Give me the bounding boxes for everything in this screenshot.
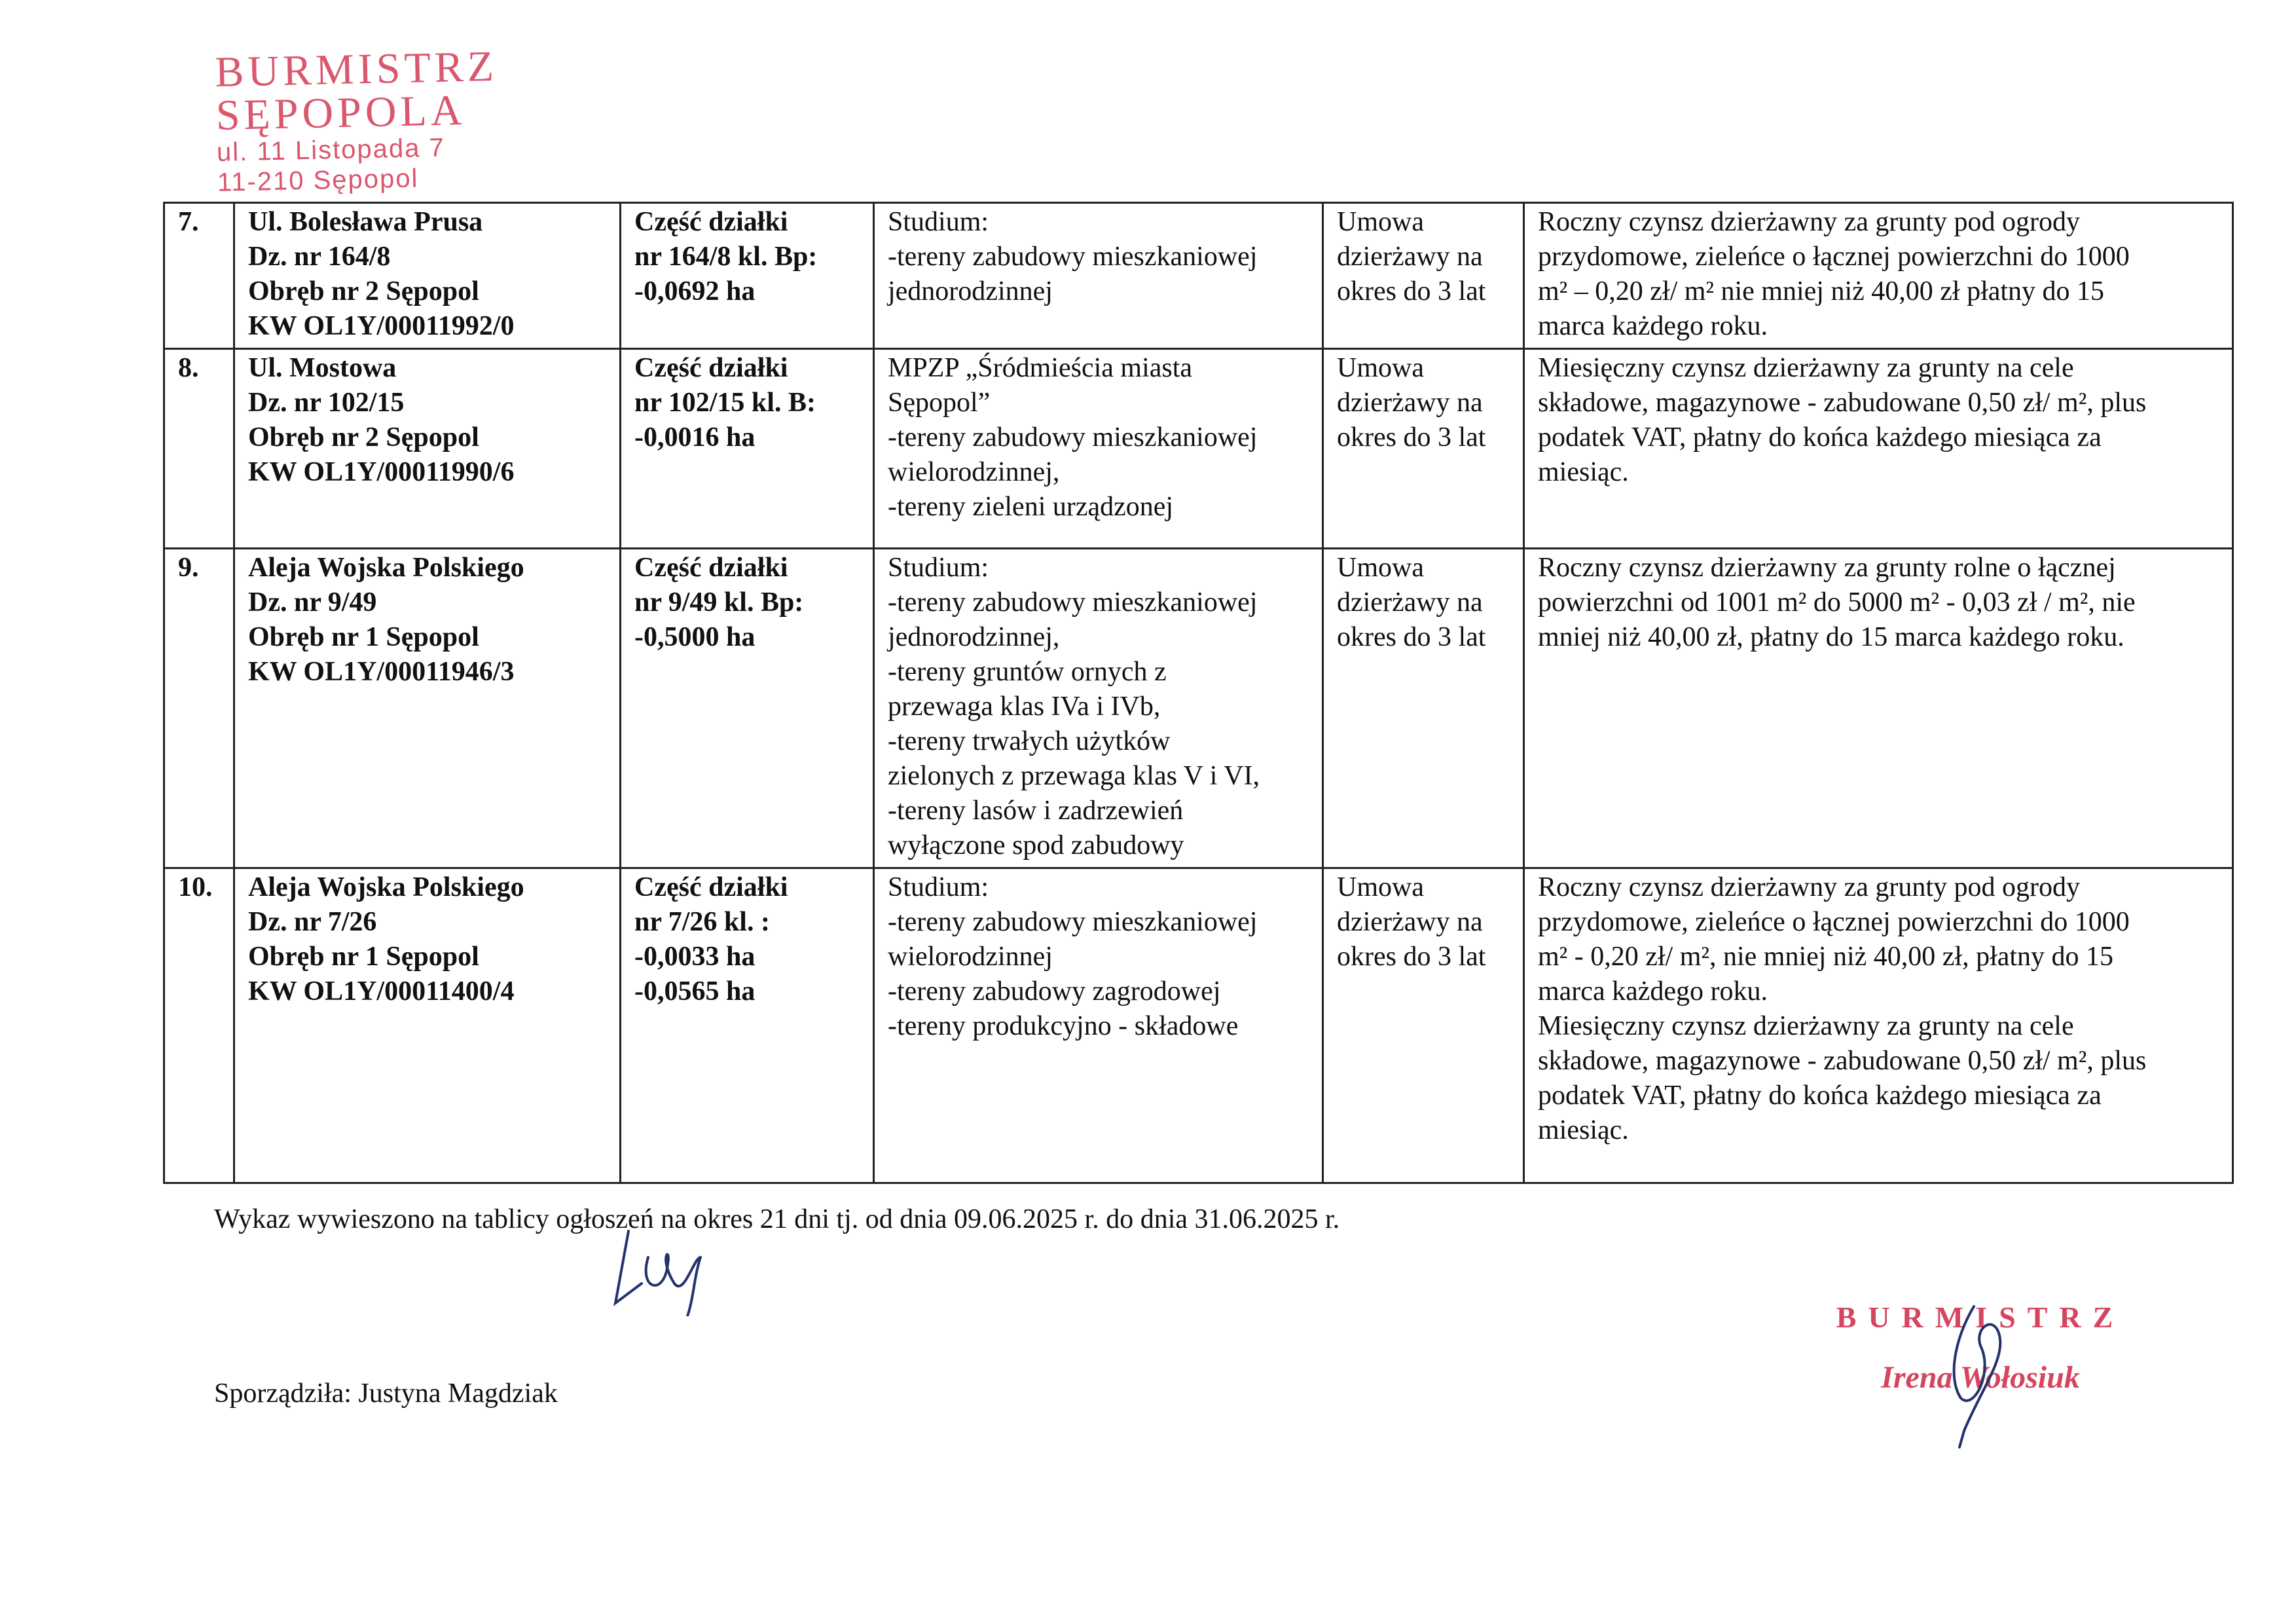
prepared-by: Sporządziła: Justyna Magdziak (214, 1378, 558, 1409)
rent-cell-line: Roczny czynsz dzierżawny za grunty pod ogrody (1538, 872, 2081, 902)
rent-cell-line: mniej niż 40,00 zł, płatny do 15 marca każdego roku. (1538, 622, 2124, 652)
rent-cell-line: powierzchni od 1001 m² do 5000 m² - 0,03 zł / m², nie (1538, 587, 2136, 618)
row-number: 8. (164, 349, 234, 549)
parcel-part-cell-line: nr 102/15 kl. B: (634, 388, 816, 418)
land-use-cell-line: Studium: (888, 872, 989, 902)
location-cell-line: Obręb nr 2 Sępopol (248, 276, 479, 306)
land-use-cell-line: jednorodzinnej, (888, 622, 1060, 652)
land-use-cell-line: -tereny zieleni urządzonej (888, 492, 1174, 522)
contract-cell-line: dzierżawy na (1337, 587, 1483, 618)
location-cell-line: KW OL1Y/00011400/4 (248, 976, 515, 1006)
stamp-line-2: SĘPOPOLA (215, 86, 467, 139)
table-row (164, 549, 2233, 868)
land-use-cell-line: przewaga klas IVa i IVb, (888, 692, 1161, 722)
row-number: 10. (164, 868, 234, 1183)
rent-cell-line: przydomowe, zieleńce o łącznej powierzchni do 1000 (1538, 907, 2130, 937)
parcel-part-cell-line: nr 7/26 kl. : (634, 907, 770, 937)
location-cell (234, 549, 621, 868)
land-use-cell-line: MPZP „Śródmieścia miasta (888, 353, 1193, 383)
parcel-part-cell (621, 549, 874, 868)
location-cell-line: Dz. nr 9/49 (248, 587, 377, 618)
rent-cell-line: Roczny czynsz dzierżawny za grunty rolne o łącznej (1538, 553, 2116, 583)
location-cell-line: Dz. nr 164/8 (248, 242, 391, 272)
parcel-part-cell-line: -0,5000 ha (634, 622, 756, 652)
rent-cell (1524, 868, 2233, 1183)
land-use-cell-line: -tereny zabudowy mieszkaniowej (888, 422, 1258, 452)
parcel-part-cell (621, 203, 874, 349)
contract-cell-line: dzierżawy na (1337, 242, 1483, 272)
contract-cell (1323, 868, 1524, 1183)
location-cell (234, 868, 621, 1183)
parcel-part-cell-line: Część działki (634, 353, 788, 383)
parcel-part-cell-line: Część działki (634, 207, 788, 237)
rent-cell-line: Roczny czynsz dzierżawny za grunty pod ogrody (1538, 207, 2081, 237)
property-list-table (163, 202, 2234, 1184)
rent-cell-line: składowe, magazynowe - zabudowane 0,50 zł/ m², plus (1538, 388, 2147, 418)
stamp-line-4: 11-210 Sępopol (217, 164, 419, 197)
location-cell (234, 349, 621, 549)
land-use-cell-line: -tereny zabudowy zagrodowej (888, 976, 1221, 1006)
contract-cell-line: okres do 3 lat (1337, 622, 1486, 652)
location-cell-line: KW OL1Y/00011990/6 (248, 457, 515, 487)
office-stamp (215, 43, 585, 198)
contract-cell (1323, 549, 1524, 868)
rent-cell-line: podatek VAT, płatny do końca każdego miesiąca za (1538, 1080, 2102, 1111)
stamp-line-3: ul. 11 Listopada 7 (216, 133, 446, 167)
land-use-cell-line: -tereny zabudowy mieszkaniowej (888, 242, 1258, 272)
land-use-cell (874, 349, 1323, 549)
land-use-cell (874, 203, 1323, 349)
location-cell-line: Ul. Bolesława Prusa (248, 207, 483, 237)
land-use-cell-line: wyłączone spod zabudowy (888, 830, 1184, 860)
rent-cell-line: składowe, magazynowe - zabudowane 0,50 zł/ m², plus (1538, 1046, 2147, 1076)
location-cell-line: Obręb nr 2 Sępopol (248, 422, 479, 452)
land-use-cell-line: wielorodzinnej, (888, 457, 1060, 487)
rent-cell-line: m² - 0,20 zł/ m², nie mniej niż 40,00 zł, płatny do 15 (1538, 942, 2114, 972)
contract-cell-line: okres do 3 lat (1337, 276, 1486, 306)
location-cell-line: Obręb nr 1 Sępopol (248, 942, 479, 972)
rent-cell-line: marca każdego roku. (1538, 311, 1768, 341)
rent-cell (1524, 203, 2233, 349)
rent-cell-line: miesiąc. (1538, 457, 1629, 487)
rent-cell (1524, 349, 2233, 549)
parcel-part-cell-line: -0,0016 ha (634, 422, 756, 452)
rent-cell-line: miesiąc. (1538, 1115, 1629, 1145)
posting-note: Wykaz wywieszono na tablicy ogłoszeń na okres 21 dni tj. od dnia 09.06.2025 r. do dnia 31.06.2025 r. (214, 1204, 1340, 1234)
land-use-cell-line: Studium: (888, 553, 989, 583)
rent-cell-line: marca każdego roku. (1538, 976, 1768, 1006)
land-use-cell-line: zielonych z przewaga klas V i VI, (888, 761, 1260, 791)
parcel-part-cell (621, 349, 874, 549)
row-number: 9. (164, 549, 234, 868)
land-use-cell-line: Sępopol” (888, 388, 991, 418)
land-use-cell-line: Studium: (888, 207, 989, 237)
rent-cell-line: Miesięczny czynsz dzierżawny za grunty na cele (1538, 1011, 2074, 1041)
land-use-cell-line: -tereny gruntów ornych z (888, 657, 1167, 687)
location-cell-line: KW OL1Y/00011992/0 (248, 311, 515, 341)
location-cell-line: Aleja Wojska Polskiego (248, 872, 524, 902)
contract-cell-line: Umowa (1337, 353, 1424, 383)
location-cell-line: Ul. Mostowa (248, 353, 397, 383)
location-cell-line: Dz. nr 7/26 (248, 907, 377, 937)
table-row (164, 349, 2233, 549)
land-use-cell-line: -tereny produkcyjno - składowe (888, 1011, 1239, 1041)
location-cell-line: Dz. nr 102/15 (248, 388, 405, 418)
parcel-part-cell-line: -0,0692 ha (634, 276, 756, 306)
contract-cell-line: Umowa (1337, 207, 1424, 237)
rent-cell-line: m² – 0,20 zł/ m² nie mniej niż 40,00 zł płatny do 15 (1538, 276, 2105, 306)
rent-cell-line: przydomowe, zieleńce o łącznej powierzchni do 1000 (1538, 242, 2130, 272)
parcel-part-cell-line: nr 9/49 kl. Bp: (634, 587, 804, 618)
contract-cell-line: dzierżawy na (1337, 907, 1483, 937)
mayor-handwritten-signature (1935, 1300, 2020, 1450)
parcel-part-cell-line: -0,0033 ha (634, 942, 756, 972)
parcel-part-cell-line: -0,0565 ha (634, 976, 756, 1006)
land-use-cell (874, 549, 1323, 868)
land-use-cell-line: -tereny lasów i zadrzewień (888, 796, 1184, 826)
parcel-part-cell-line: Część działki (634, 872, 788, 902)
land-use-cell-line: wielorodzinnej (888, 942, 1053, 972)
rent-cell-line: Miesięczny czynsz dzierżawny za grunty na cele (1538, 353, 2074, 383)
location-cell (234, 203, 621, 349)
land-use-cell-line: -tereny zabudowy mieszkaniowej (888, 587, 1258, 618)
contract-cell (1323, 203, 1524, 349)
stamp-line-1: BURMISTRZ (214, 42, 498, 96)
land-use-cell-line: -tereny trwałych użytków (888, 726, 1171, 756)
rent-cell (1524, 549, 2233, 868)
contract-cell-line: Umowa (1337, 553, 1424, 583)
mayor-name: Irena Wołosiuk (1881, 1360, 2080, 1395)
table-row (164, 868, 2233, 1183)
contract-cell-line: okres do 3 lat (1337, 422, 1486, 452)
rent-cell-line: podatek VAT, płatny do końca każdego miesiąca za (1538, 422, 2102, 452)
contract-cell-line: Umowa (1337, 872, 1424, 902)
parcel-part-cell-line: nr 164/8 kl. Bp: (634, 242, 818, 272)
contract-cell-line: dzierżawy na (1337, 388, 1483, 418)
land-use-cell (874, 868, 1323, 1183)
contract-cell-line: okres do 3 lat (1337, 942, 1486, 972)
contract-cell (1323, 349, 1524, 549)
location-cell-line: KW OL1Y/00011946/3 (248, 657, 515, 687)
handwritten-initials (602, 1218, 720, 1316)
parcel-part-cell-line: Część działki (634, 553, 788, 583)
land-use-cell-line: jednorodzinnej (888, 276, 1053, 306)
location-cell-line: Obręb nr 1 Sępopol (248, 622, 479, 652)
location-cell-line: Aleja Wojska Polskiego (248, 553, 524, 583)
table-row (164, 203, 2233, 349)
parcel-part-cell (621, 868, 874, 1183)
land-use-cell-line: -tereny zabudowy mieszkaniowej (888, 907, 1258, 937)
row-number: 7. (164, 203, 234, 349)
mayor-title: BURMISTRZ (1836, 1301, 2125, 1334)
